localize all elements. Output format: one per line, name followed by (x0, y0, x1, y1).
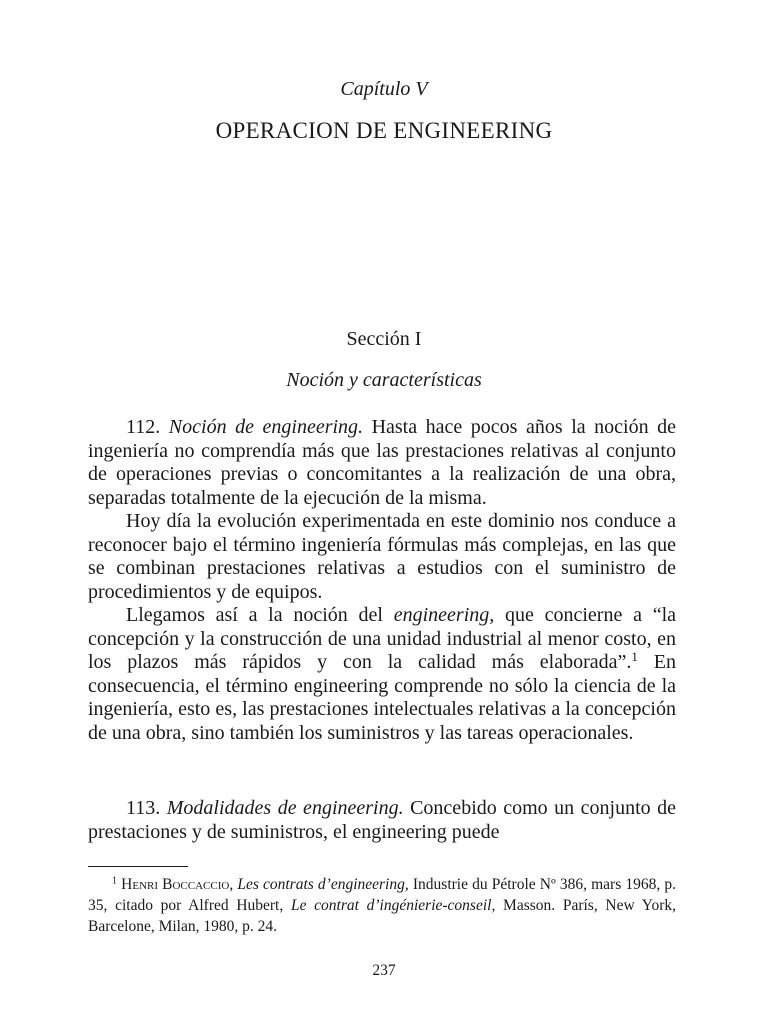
paragraph-text-post: En consecuencia, el término engineering comprende no sólo la ciencia de la ingeniería, esto es, las prestaciones intelectuales relativas a la concepción de una obra, sino también los suministros y las tareas operacionales. (88, 651, 676, 744)
footnote-1 (88, 874, 676, 937)
body-text-block-2 (88, 797, 676, 844)
paragraph-112 (88, 416, 676, 510)
chapter-title: OPERACION DE ENGINEERING (215, 118, 553, 143)
footnote-marker: 1 (112, 875, 118, 887)
footnote-title-1: Les contrats d’engineering, (237, 876, 409, 893)
footnote-text-end: Masson. París, New York, Barcelone, Milan, 1980, p. 24. (88, 897, 676, 935)
footnote-text-mid: Industrie du Pétrole Nº 386, mars 1968, p. 35, citado por Alfred Hubert, (88, 876, 676, 914)
footnote-reference[interactable]: 1 (631, 648, 638, 664)
paragraph-heading: Modalidades de engineering. (166, 797, 404, 819)
paragraph-quote: que concierne a “la concepción y la construcción de una unidad industrial al menor costo, en los plazos más rápidos y con la calidad más elaborada”. (88, 604, 677, 673)
paragraph-text: Concebido como un conjunto de prestaciones y de suministros, el engineering puede (88, 797, 677, 843)
paragraph-text: Hasta hace pocos años la noción de ingeniería no comprendía más que las prestaciones relativas al conjunto de operaciones previas o concomitantes a la realización de una obra, separadas totalmente de la ejecución de la misma. (88, 416, 676, 509)
paragraph-number: 113. (126, 797, 161, 819)
section-subtitle: Noción y características (286, 369, 482, 391)
paragraph-hoy-dia (88, 510, 676, 604)
paragraph-heading: Noción de engineering. (168, 416, 364, 438)
footnote-author: Henri Boccaccio, (121, 876, 234, 893)
footnote-divider (88, 866, 188, 867)
section-label: Sección I (346, 328, 422, 350)
paragraph-text: Hoy día la evolución experimentada en este dominio nos conduce a reconocer bajo el término ingeniería fórmulas más complejas, en las que se combinan prestaciones relativas a estudios con el suministro de procedimientos y de equipos. (88, 510, 676, 603)
paragraph-text-pre: Llegamos así a la noción del (126, 604, 383, 626)
paragraph-number: 112. (126, 416, 161, 438)
body-text-block-1 (88, 416, 676, 745)
footnote-title-2: Le contrat d’ingénierie-conseil, (290, 897, 496, 914)
chapter-label: Capítulo V (340, 78, 428, 100)
page-number: 237 (372, 962, 396, 979)
paragraph-term: engineering, (393, 604, 495, 626)
paragraph-llegamos (88, 604, 676, 745)
paragraph-113 (88, 797, 676, 844)
